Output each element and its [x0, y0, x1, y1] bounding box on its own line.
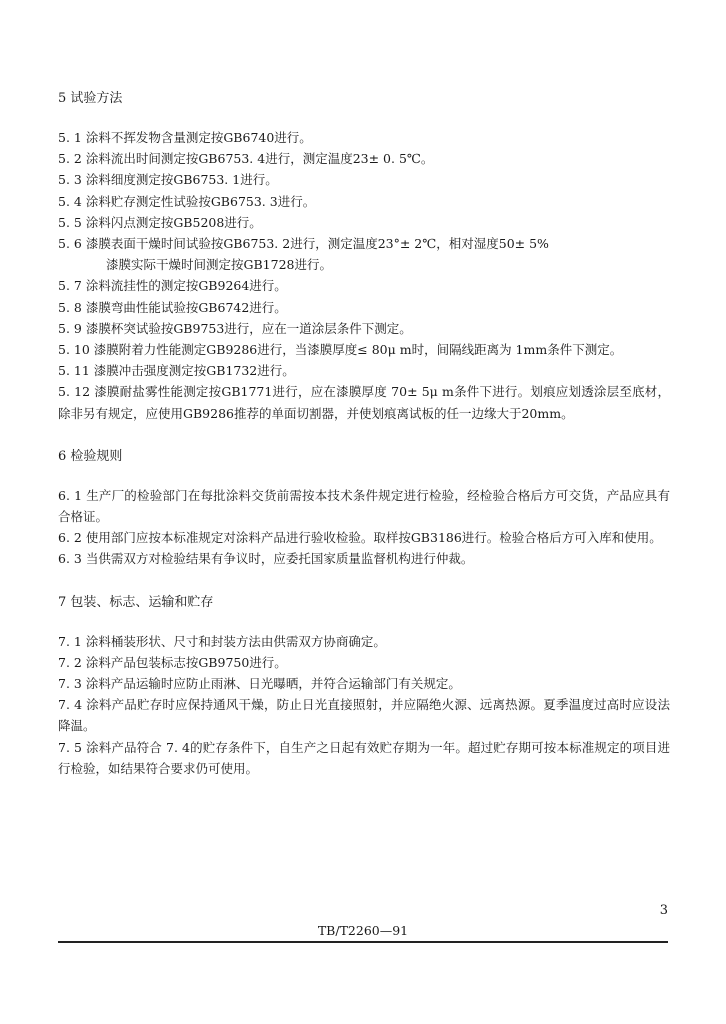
clause-6-3: 6. 3 当供需双方对检验结果有争议时，应委托国家质量监督机构进行仲裁。	[58, 551, 474, 567]
clause-5-6: 5. 6 漆膜表面干燥时间试验按GB6753. 2进行，测定温度23°± 2℃，相对湿度50± 5%	[58, 236, 549, 252]
clause-7-3: 7. 3 涂料产品运输时应防止雨淋、日光曝晒，并符合运输部门有关规定。	[58, 676, 461, 692]
clause-5-12: 5. 12 漆膜耐盐雾性能测定按GB1771进行，应在漆膜厚度 70± 5μ m条件下进行。划痕应划透涂层至底材，除非另有规定，应使用GB9286推荐的单面切割器，并使划痕离试板的任一边缘大于20mm。	[58, 384, 670, 421]
section-heading: 7 包装、标志、运输和贮存	[58, 594, 214, 610]
standard-code: TB/T2260—91	[317, 923, 409, 938]
section-heading: 5 试验方法	[58, 91, 123, 106]
clause-5-8: 5. 8 漆膜弯曲性能试验按GB6742进行。	[58, 299, 287, 315]
clause-5-4: 5. 4 涂料贮存测定性试验按GB6753. 3进行。	[58, 193, 316, 209]
clause-5-9: 5. 9 漆膜杯突试验按GB9753进行，应在一道涂层条件下测定。	[58, 320, 412, 336]
page-number: 3	[659, 903, 668, 918]
section-7	[58, 592, 670, 779]
clause-7-2: 7. 2 涂料产品包装标志按GB9750进行。	[58, 654, 287, 670]
clause-5-1: 5. 1 涂料不挥发物含量测定按GB6740进行。	[58, 130, 312, 145]
clause-7-5: 7. 5 涂料产品符合 7. 4的贮存条件下，自生产之日起有效贮存期为一年。超过贮存期可按本标准规定的项目进行检验，如结果符合要求仍可使用。	[58, 739, 670, 776]
clause-5-7: 5. 7 涂料流挂性的测定按GB9264进行。	[58, 278, 287, 294]
section-6	[58, 446, 670, 570]
clause-6-1: 6. 1 生产厂的检验部门在每批涂料交货前需按本技术条件规定进行检验，经检验合格后方可交货，产品应具有合格证。	[58, 487, 670, 525]
clause-6-2: 6. 2 使用部门应按本标准规定对涂料产品进行验收检验。取样按GB3186进行。检验合格后方可入库和使用。	[58, 530, 662, 546]
clause-7-4: 7. 4 涂料产品贮存时应保持通风干燥，防止日光直接照射，并应隔绝火源、远离热源。夏季温度过高时应设法降温。	[58, 697, 670, 734]
clause-5-5: 5. 5 涂料闪点测定按GB5208进行。	[58, 214, 262, 230]
clause-5-11: 5. 11 漆膜冲击强度测定按GB1732进行。	[58, 363, 295, 379]
footer-divider	[58, 941, 668, 943]
clause-7-1: 7. 1 涂料桶装形状、尺寸和封装方法由供需双方协商确定。	[58, 633, 386, 649]
clause-5-2: 5. 2 涂料流出时间测定按GB6753. 4进行，测定温度23± 0. 5℃。	[58, 151, 434, 167]
section-heading: 6 检验规则	[58, 448, 123, 464]
clause-5-3: 5. 3 涂料细度测定按GB6753. 1进行。	[58, 172, 278, 188]
document-body	[58, 88, 670, 779]
clause-5-6-continued: 漆膜实际干燥时间测定按GB1728进行。	[106, 257, 332, 273]
section-5	[58, 88, 670, 424]
clause-5-10: 5. 10 漆膜附着力性能测定GB9286进行，当漆膜厚度≤ 80μ m时，间隔线距离为 1mm条件下测定。	[58, 342, 623, 358]
